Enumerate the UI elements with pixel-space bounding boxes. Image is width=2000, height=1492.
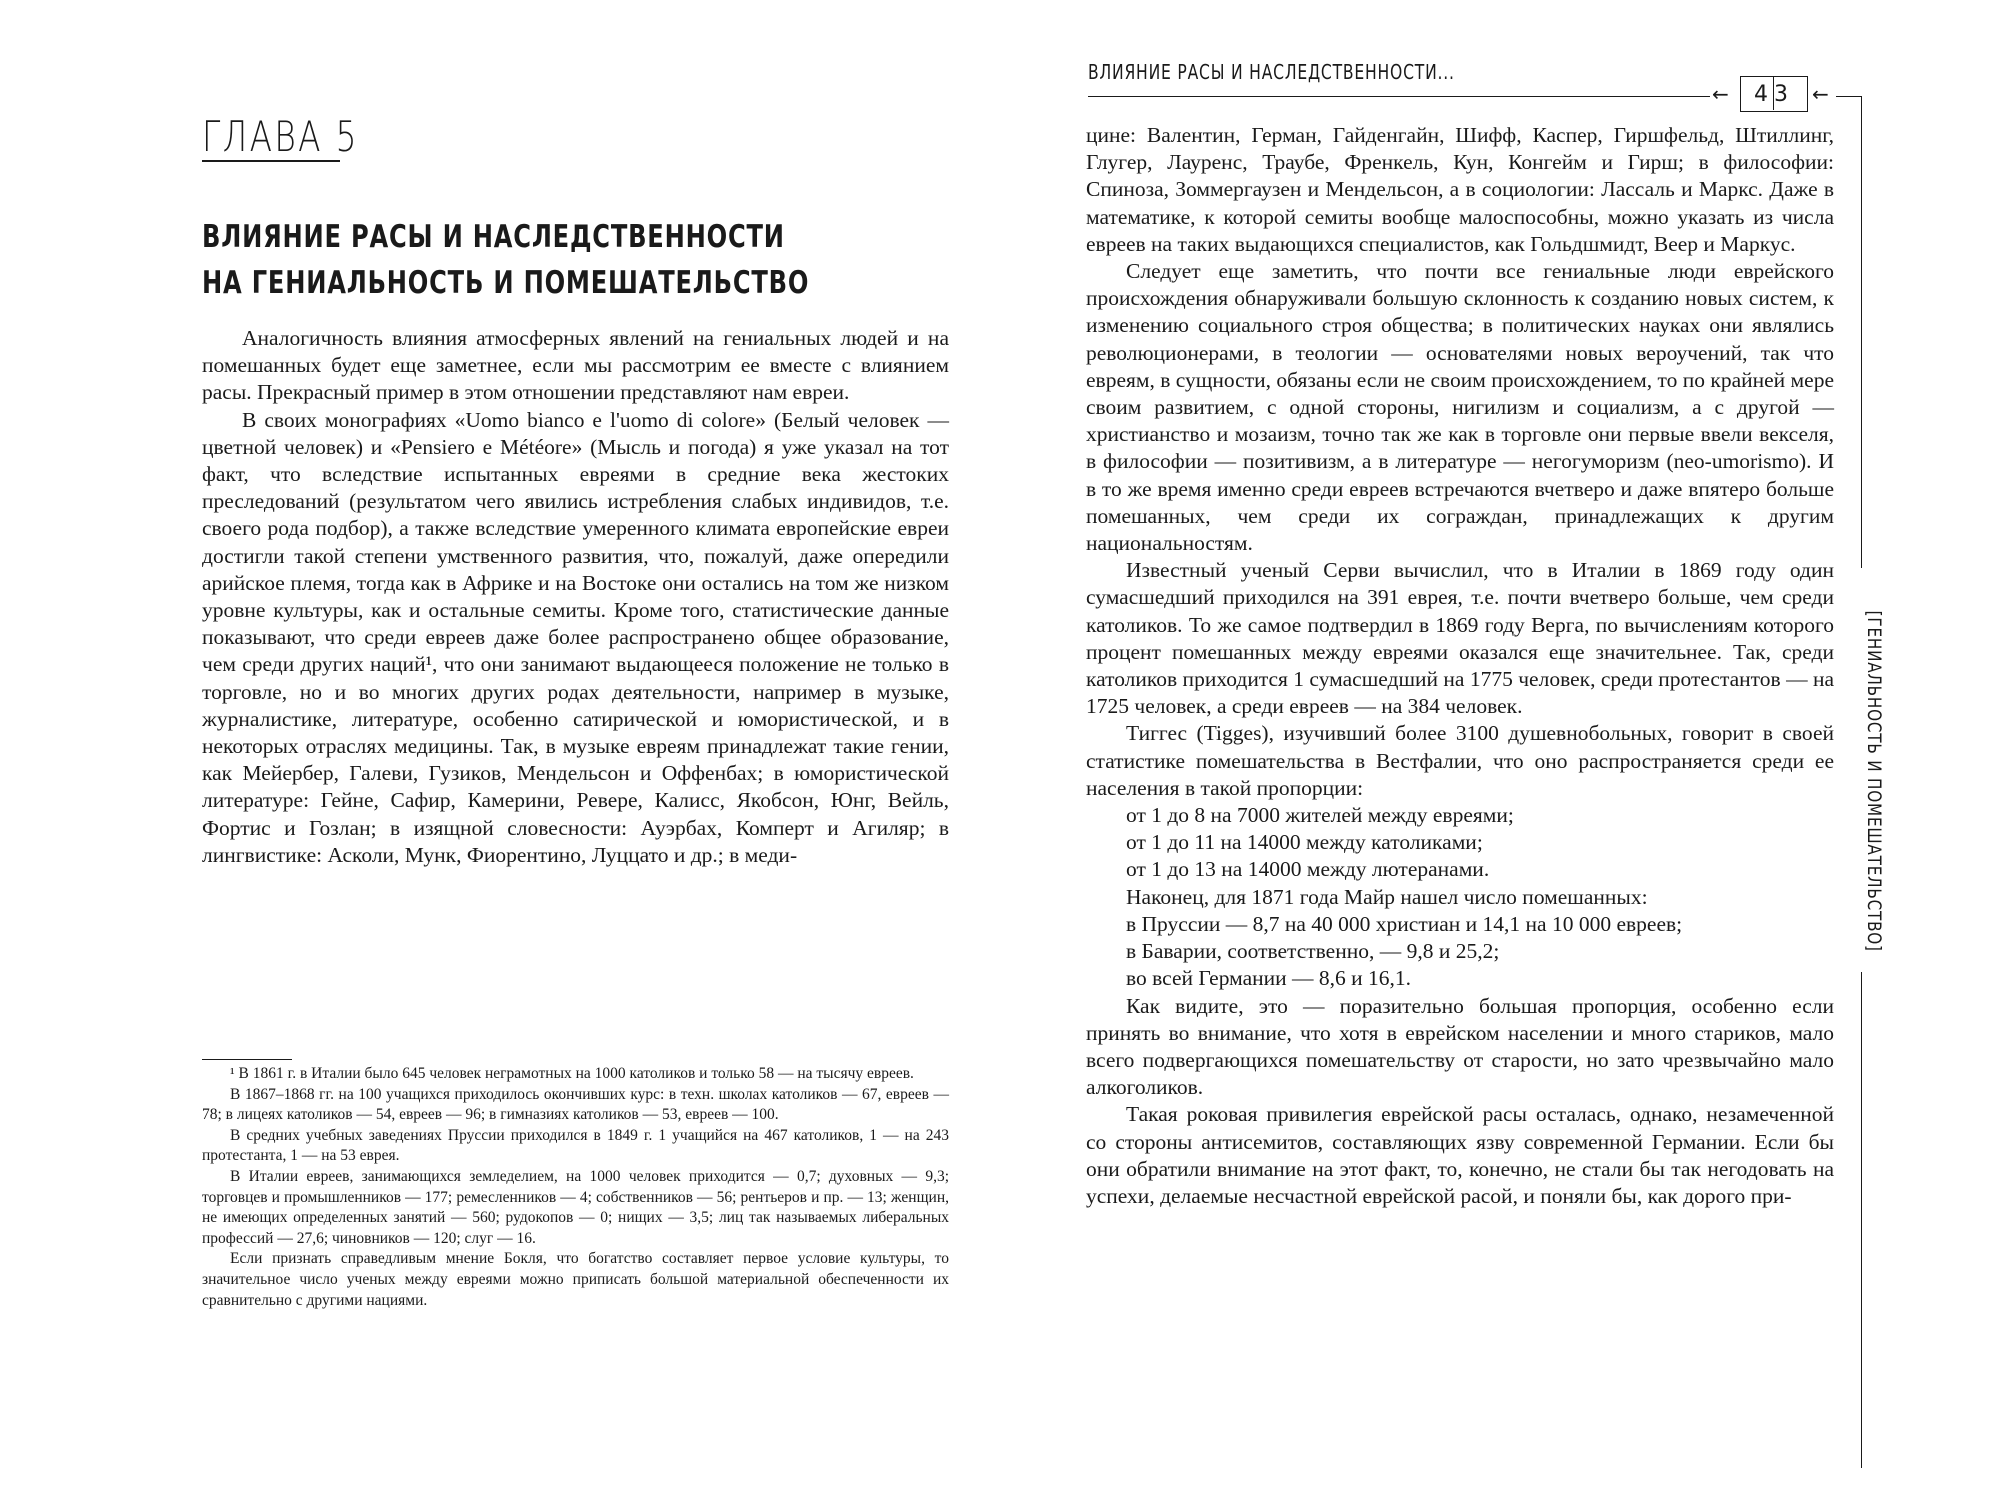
arrow-left-icon: ← xyxy=(1712,82,1729,106)
running-head-rule xyxy=(1088,96,1710,97)
corner-rule xyxy=(1836,96,1862,97)
paragraph: Следует еще заметить, что почти все гениальные люди еврейского происхождения обнаруживали большую склонность к созданию новых систем, к изменению социального строя общества; в политических науках они являлись революционерами, в теологии — основателями новых вероучений, так что евреям, в сущности, обязаны если не своим происхождением, то по крайней мере своим развитием, с одной стороны, нигилизм и социализм, а с другой — христианство и мозаизм, точно так же как в торговле они первые ввели векселя, в философии — позитивизм, а в литературе — негогуморизм (neo-umorismo). И в то же время именно среди евреев встречаются вчетверо и даже впятеро больше помешанных, чем среди их сограждан, принадлежащих к другим национальностям. xyxy=(1086,259,1834,556)
paragraph: Аналогичность влияния атмосферных явлений на гениальных людей и на помешанных будет еще заметнее, если мы рассмотрим ее вместе с влиянием расы. Прекрасный пример в этом отношении представляют нам евреи. xyxy=(202,326,949,405)
page-number-digit: 3 xyxy=(1774,81,1794,107)
chapter-title-line: ВЛИЯНИЕ РАСЫ И НАСЛЕДСТВЕННОСТИ xyxy=(202,219,785,255)
arrow-right-icon: ← xyxy=(1812,82,1829,106)
left-body-text xyxy=(202,325,949,869)
chapter-title xyxy=(202,214,810,306)
list-line: от 1 до 11 на 14000 между католиками; xyxy=(1126,830,1483,855)
paragraph: Известный ученый Серви вычислил, что в Италии в 1869 году один сумасшедший приходился на 391 еврея, т.е. почти вчетверо больше, чем среди католиков. То же самое подтвердил в 1869 году Верга, по вычислениям которого процент помешанных между евреями оказался еще значительнее. Так, среди католиков приходится 1 сумасшедший на 1775 человек, среди протестантов — на 1725 человек, а среди евреев — на 384 человек. xyxy=(1086,558,1834,719)
footnote: ¹ В 1861 г. в Италии было 645 человек неграмотных на 1000 католиков и только 58 — на тысячу евреев. xyxy=(230,1065,914,1082)
right-body-text xyxy=(1086,122,1834,1210)
page-number-digit: 4 xyxy=(1754,81,1774,107)
footnotes xyxy=(202,1064,949,1311)
paragraph: В своих монографиях «Uomo bianco e l'uomo di colore» (Белый человек — цветной человек) и «Pensiero e Météore» (Мысль и погода) я уже указал на тот факт, что вследствие испытанных евреями в средние века жестоких преследований (результатом чего явились истребления слабых индивидов, т.е. своего рода подбор), а также вследствие умеренного климата европейские евреи достигли такой степени умственного развития, что, пожалуй, даже опередили арийское племя, тогда как в Африке и на Востоке они остались на том же низком уровне культуры, как и остальные семиты. Кроме того, статистические данные показывают, что среди евреев даже более распространено общее образование, чем среди других наций¹, что они занимают выдающееся положение не только в торговле, но и во многих других родах деятельности, например в музыке, журналистике, литературе, особенно сатирической и юмористической, и в некоторых отраслях медицины. Так, в музыке евреям принадлежат такие гении, как Мейербер, Галеви, Гузиков, Мендельсон и Оффенбах; в юмористической литературе: Гейне, Сафир, Камерини, Ревере, Калисс, Якобсон, Юнг, Вейль, Фортис и Гозлан; в изящной словесности: Ауэрбах, Комперт и Агиляр; в лингвистике: Асколи, Мунк, Фиорентино, Луццато и др.; в меди- xyxy=(202,407,949,867)
side-section-label-text: [ГЕНИАЛЬНОСТЬ И ПОМЕШАТЕЛЬСТВО] xyxy=(1863,610,1885,952)
paragraph: Как видите, это — поразительно большая пропорция, особенно если принять во внимание, что хотя в еврейском населении и много стариков, мало всего подвергающихся помешательству от старости, но зато чрезвычайно мало алкоголиков. xyxy=(1086,993,1834,1100)
footnote: В Италии евреев, занимающихся земледелием, на 1000 человек приходится — 0,7; духовных — 9,3; торговцев и промышленников — 177; ремесленников — 4; собственников — 56; рентьеров и пр. — 13; женщин, не имеющих определенных занятий — 560; рудокопов — 0; нищих — 3,5; лиц так называемых либеральных профессий — 27,6; чиновников — 120; слуг — 16. xyxy=(202,1167,949,1247)
footnote-rule xyxy=(202,1059,292,1060)
list-line: в Пруссии — 8,7 на 40 000 христиан и 14,1 на 10 000 евреев; xyxy=(1126,911,1683,936)
running-head: ВЛИЯНИЕ РАСЫ И НАСЛЕДСТВЕННОСТИ... xyxy=(1088,60,1455,84)
list-line: в Баварии, соответственно, — 9,8 и 25,2; xyxy=(1126,939,1500,964)
page-number-box xyxy=(1740,76,1808,112)
chapter-underline xyxy=(202,160,340,162)
side-section-label xyxy=(1859,568,1889,972)
footnote: В 1867–1868 гг. на 100 учащихся приходилось окончивших курс: в техн. школах католиков — 67, евреев — 78; в лицеях католиков — 54, евреев — 96; в гимназиях католиков — 53, евреев — 100. xyxy=(202,1085,949,1124)
chapter-title-line: НА ГЕНИАЛЬНОСТЬ И ПОМЕШАТЕЛЬСТВО xyxy=(202,265,810,301)
page-number-divider xyxy=(1773,76,1774,110)
chapter-label: ГЛАВА 5 xyxy=(202,112,359,161)
list-line: Наконец, для 1871 года Майр нашел число помешанных: xyxy=(1126,884,1648,909)
footnote: Если признать справедливым мнение Бокля, что богатство составляет первое условие культуры, то значительное число ученых между евреями можно приписать большой материальной обеспеченности их сравнительно с другими нациями. xyxy=(202,1250,949,1309)
footnote: В средних учебных заведениях Пруссии приходился в 1849 г. 1 учащийся на 467 католиков, 1 — на 243 протестанта, 1 — на 53 еврея. xyxy=(202,1126,949,1165)
paragraph: Тиггес (Tigges), изучивший более 3100 душевнобольных, говорит в своей статистике помешательства в Вестфалии, что оно распространяется среди ее населения в такой пропорции: xyxy=(1086,721,1834,800)
list-line: от 1 до 13 на 14000 между лютеранами. xyxy=(1126,857,1490,882)
side-rule-bottom xyxy=(1861,972,1862,1468)
paragraph: Такая роковая привилегия еврейской расы осталась, однако, незамеченной со стороны антисемитов, составляющих язву современной Германии. Если бы они обратили внимание на этот факт, то, конечно, не стали бы так негодовать на успехи, делаемые несчастной еврейской расой, и поняли бы, как дорого при- xyxy=(1086,1102,1834,1208)
list-line: во всей Германии — 8,6 и 16,1. xyxy=(1126,966,1412,991)
paragraph: цине: Валентин, Герман, Гайденгайн, Шифф, Каспер, Гиршфельд, Штиллинг, Глугер, Лауренс, Траубе, Френкель, Кун, Конгейм и Гирш; в философии: Спиноза, Зоммергаузен и Мендельсон, а в социологии: Лассаль и Маркс. Даже в математике, к которой семиты вообще малоспособны, можно указать из числа евреев на таких выдающихся специалистов, как Гольдшмидт, Веер и Маркус. xyxy=(1086,123,1834,256)
list-line: от 1 до 8 на 7000 жителей между евреями; xyxy=(1126,803,1514,828)
side-rule-top xyxy=(1861,96,1862,568)
